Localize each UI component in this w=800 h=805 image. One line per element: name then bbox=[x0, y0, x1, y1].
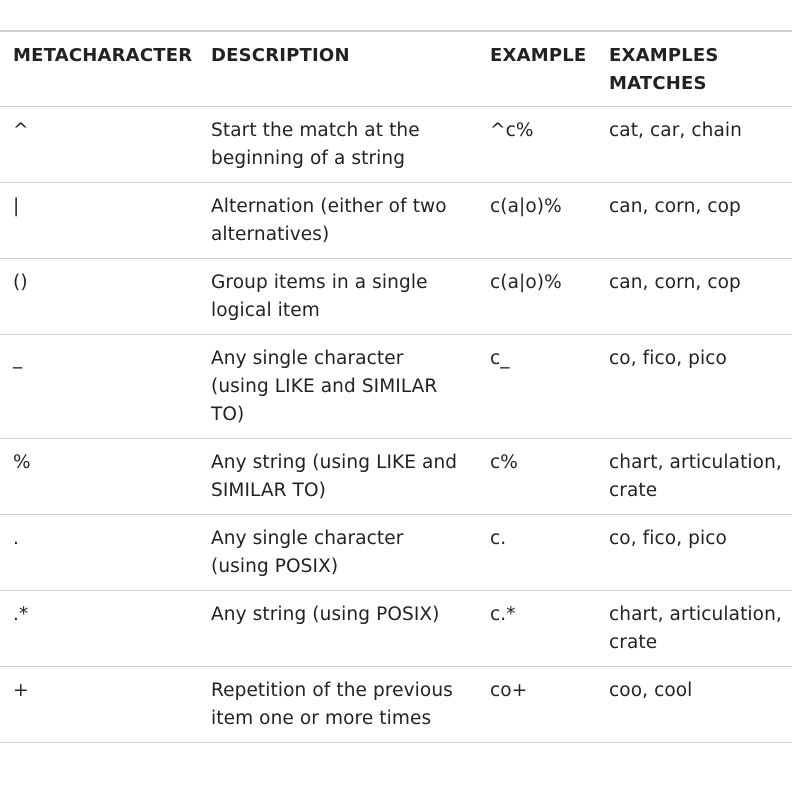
cell-description: Start the match at the beginning of a string bbox=[211, 120, 420, 169]
cell-matches: co, fico, pico bbox=[609, 528, 727, 549]
cell-matches: coo, cool bbox=[609, 680, 693, 701]
header-metacharacter: METACHARACTER bbox=[13, 45, 193, 66]
table-row bbox=[0, 259, 792, 335]
metacharacter-table-container bbox=[0, 30, 792, 743]
table-row bbox=[0, 335, 792, 439]
table-header bbox=[0, 31, 792, 107]
cell-matches: chart, articulation, crate bbox=[609, 452, 782, 501]
cell-metacharacter: | bbox=[13, 196, 20, 217]
cell-description: Any single character (using POSIX) bbox=[211, 528, 404, 577]
cell-matches: co, fico, pico bbox=[609, 348, 727, 369]
cell-example: ^c% bbox=[490, 120, 534, 141]
table-row bbox=[0, 183, 792, 259]
cell-matches: cat, car, chain bbox=[609, 120, 742, 141]
cell-example: c_ bbox=[490, 348, 510, 369]
cell-metacharacter: _ bbox=[13, 348, 23, 369]
table-body bbox=[0, 107, 792, 743]
table-row bbox=[0, 515, 792, 591]
cell-example: c. bbox=[490, 528, 507, 549]
cell-description: Alternation (either of two alternatives) bbox=[211, 196, 447, 245]
cell-example: c(a|o)% bbox=[490, 196, 562, 217]
cell-description: Any string (using POSIX) bbox=[211, 604, 440, 625]
header-example: EXAMPLE bbox=[490, 45, 587, 66]
header-row bbox=[0, 31, 792, 107]
cell-example: c.* bbox=[490, 604, 516, 625]
header-examples-matches: EXAMPLES MATCHES bbox=[609, 45, 719, 94]
metacharacter-table bbox=[0, 30, 792, 743]
cell-metacharacter: ^ bbox=[13, 120, 29, 141]
cell-matches: can, corn, cop bbox=[609, 196, 741, 217]
table-row bbox=[0, 591, 792, 667]
table-row bbox=[0, 667, 792, 743]
cell-example: c% bbox=[490, 452, 518, 473]
cell-metacharacter: % bbox=[13, 452, 31, 473]
cell-description: Any single character (using LIKE and SIMILAR TO) bbox=[211, 348, 438, 425]
cell-matches: can, corn, cop bbox=[609, 272, 741, 293]
header-description: DESCRIPTION bbox=[211, 45, 350, 66]
cell-example: co+ bbox=[490, 680, 528, 701]
cell-example: c(a|o)% bbox=[490, 272, 562, 293]
cell-metacharacter: . bbox=[13, 528, 19, 549]
cell-description: Any string (using LIKE and SIMILAR TO) bbox=[211, 452, 458, 501]
cell-metacharacter: + bbox=[13, 680, 29, 701]
cell-description: Repetition of the previous item one or more times bbox=[211, 680, 453, 729]
cell-metacharacter: .* bbox=[13, 604, 29, 625]
cell-metacharacter: () bbox=[13, 272, 28, 293]
table-row bbox=[0, 439, 792, 515]
cell-matches: chart, articulation, crate bbox=[609, 604, 782, 653]
cell-description: Group items in a single logical item bbox=[211, 272, 428, 321]
table-row bbox=[0, 107, 792, 183]
